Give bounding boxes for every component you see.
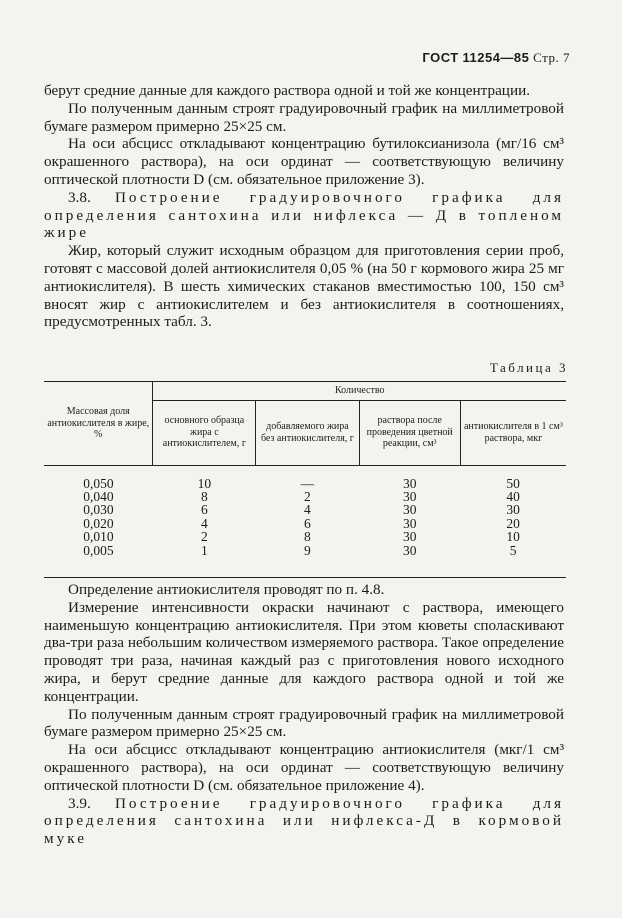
- table-cell: 6: [304, 515, 311, 531]
- table-header: основного образца жира с антиокислителем, г: [153, 400, 256, 465]
- table-column: [359, 465, 460, 577]
- table-cell: 50: [506, 475, 520, 491]
- table-header: добавляемого жира без антиокислителя, г: [256, 400, 359, 465]
- table-cell: 10: [197, 475, 212, 491]
- table-column: [44, 465, 153, 577]
- paragraph: Жир, который служит исходным образцом для приготовления серии проб, готовят с массовой долей антиокислителя 0,05 % (на 50 г кормового жира 25 мг антиокислителя). В шесть химических стаканов вместимостью 100, 150 см³ вносят жир с антиокислителем и без антиокислителя в соотношениях, предусмотренных табл. 3.: [44, 242, 564, 331]
- table-cell: 30: [402, 488, 417, 504]
- table-cell: 9: [304, 542, 311, 558]
- text-block-top: [44, 82, 564, 331]
- table-cell: 30: [402, 529, 417, 545]
- table-header: антиокислителя в 1 см³ раствора, мкг: [460, 400, 566, 465]
- table-cell: 8: [304, 529, 311, 545]
- section-heading-3-8: [44, 189, 564, 242]
- data-table: [44, 381, 566, 578]
- table-cell: 4: [200, 515, 208, 531]
- table-cell: 0,040: [83, 488, 114, 504]
- table-cell: 4: [304, 502, 311, 518]
- table-cell: 8: [200, 488, 208, 504]
- table-cell: 30: [402, 502, 417, 518]
- table-cell: 0,050: [83, 475, 114, 491]
- table-cell: 30: [402, 515, 417, 531]
- table-cell: 1: [200, 542, 208, 558]
- table-cell: 30: [402, 542, 417, 558]
- table-cell: 20: [506, 515, 520, 531]
- paragraph: На оси абсцисс откладывают концентрацию бутилоксианизола (мг/16 см³ окрашенного раствора), на оси ординат — соответствующую величину оптической плотности D (см. обязательное приложение 3).: [44, 135, 564, 188]
- header-gost: ГОСТ: [422, 50, 459, 65]
- table-cell: 5: [509, 542, 517, 558]
- table-column: [153, 465, 256, 577]
- paragraph: берут средние данные для каждого раствора одной и той же концентрации.: [44, 82, 530, 99]
- table-cell: 30: [506, 502, 520, 518]
- table-cell: 10: [506, 529, 520, 545]
- paragraph: По полученным данным строят градуировочный график на миллиметровой бумаге размером примерно 25×25 см.: [44, 705, 564, 741]
- table-cell: 6: [200, 502, 208, 518]
- table-cell: 2: [304, 488, 311, 504]
- section-title: Построение градуировочного графика для определения сантохина или нифлекса-Д в кормовой муке: [44, 794, 564, 848]
- paragraph: По полученным данным строят градуировочный график на миллиметровой бумаге размером примерно 25×25 см.: [44, 99, 564, 135]
- table-column: [460, 465, 566, 577]
- table-column: [256, 465, 359, 577]
- table-cell: —: [300, 475, 315, 491]
- header-page: Стр. 7: [533, 50, 570, 65]
- paragraph: На оси абсцисс откладывают концентрацию антиокислителя (мкг/1 см³ окрашенного раствора), на оси ординат — соответствующую величину оптической плотности D (см. обязательное приложение 4).: [44, 741, 564, 794]
- paragraph: Измерение интенсивности окраски начинают с раствора, имеющего наименьшую концентрацию антиокислителя. При этом кюветы споласкивают два-три раза небольшим количеством измеряемого раствора. Такое определение проводят три раза, начиная каждый раз с приготовления нового исходного жира, и берут средние данные для каждого раствора одной и той же концентрации.: [44, 598, 564, 705]
- page-header: [422, 50, 570, 66]
- text-block-bottom: [44, 581, 564, 848]
- section-number: 3.9.: [68, 794, 91, 812]
- header-number: 11254—85: [462, 50, 530, 65]
- table-cell: 0,010: [83, 529, 114, 545]
- section-number: 3.8.: [68, 188, 91, 206]
- table-caption: Таблица 3: [489, 360, 568, 375]
- section-heading-3-9: [44, 795, 564, 848]
- table-cell: 0,005: [83, 542, 114, 558]
- table-cell: 2: [200, 529, 208, 545]
- table-header: раствора после проведения цветной реакции, см³: [359, 400, 460, 465]
- table-header-mass-fraction: Массовая доля антиокислителя в жире, %: [47, 406, 150, 440]
- table-cell: 40: [506, 488, 520, 504]
- table-cell: 0,020: [83, 515, 114, 531]
- section-title: Построение градуировочного графика для определения сантохина или нифлекса — Д в топленом жире: [44, 188, 564, 242]
- table-cell: 0,030: [83, 502, 114, 518]
- table-group-header: Количество: [153, 382, 566, 401]
- table-cell: 30: [402, 475, 417, 491]
- paragraph: Определение антиокислителя проводят по п. 4.8.: [68, 581, 385, 598]
